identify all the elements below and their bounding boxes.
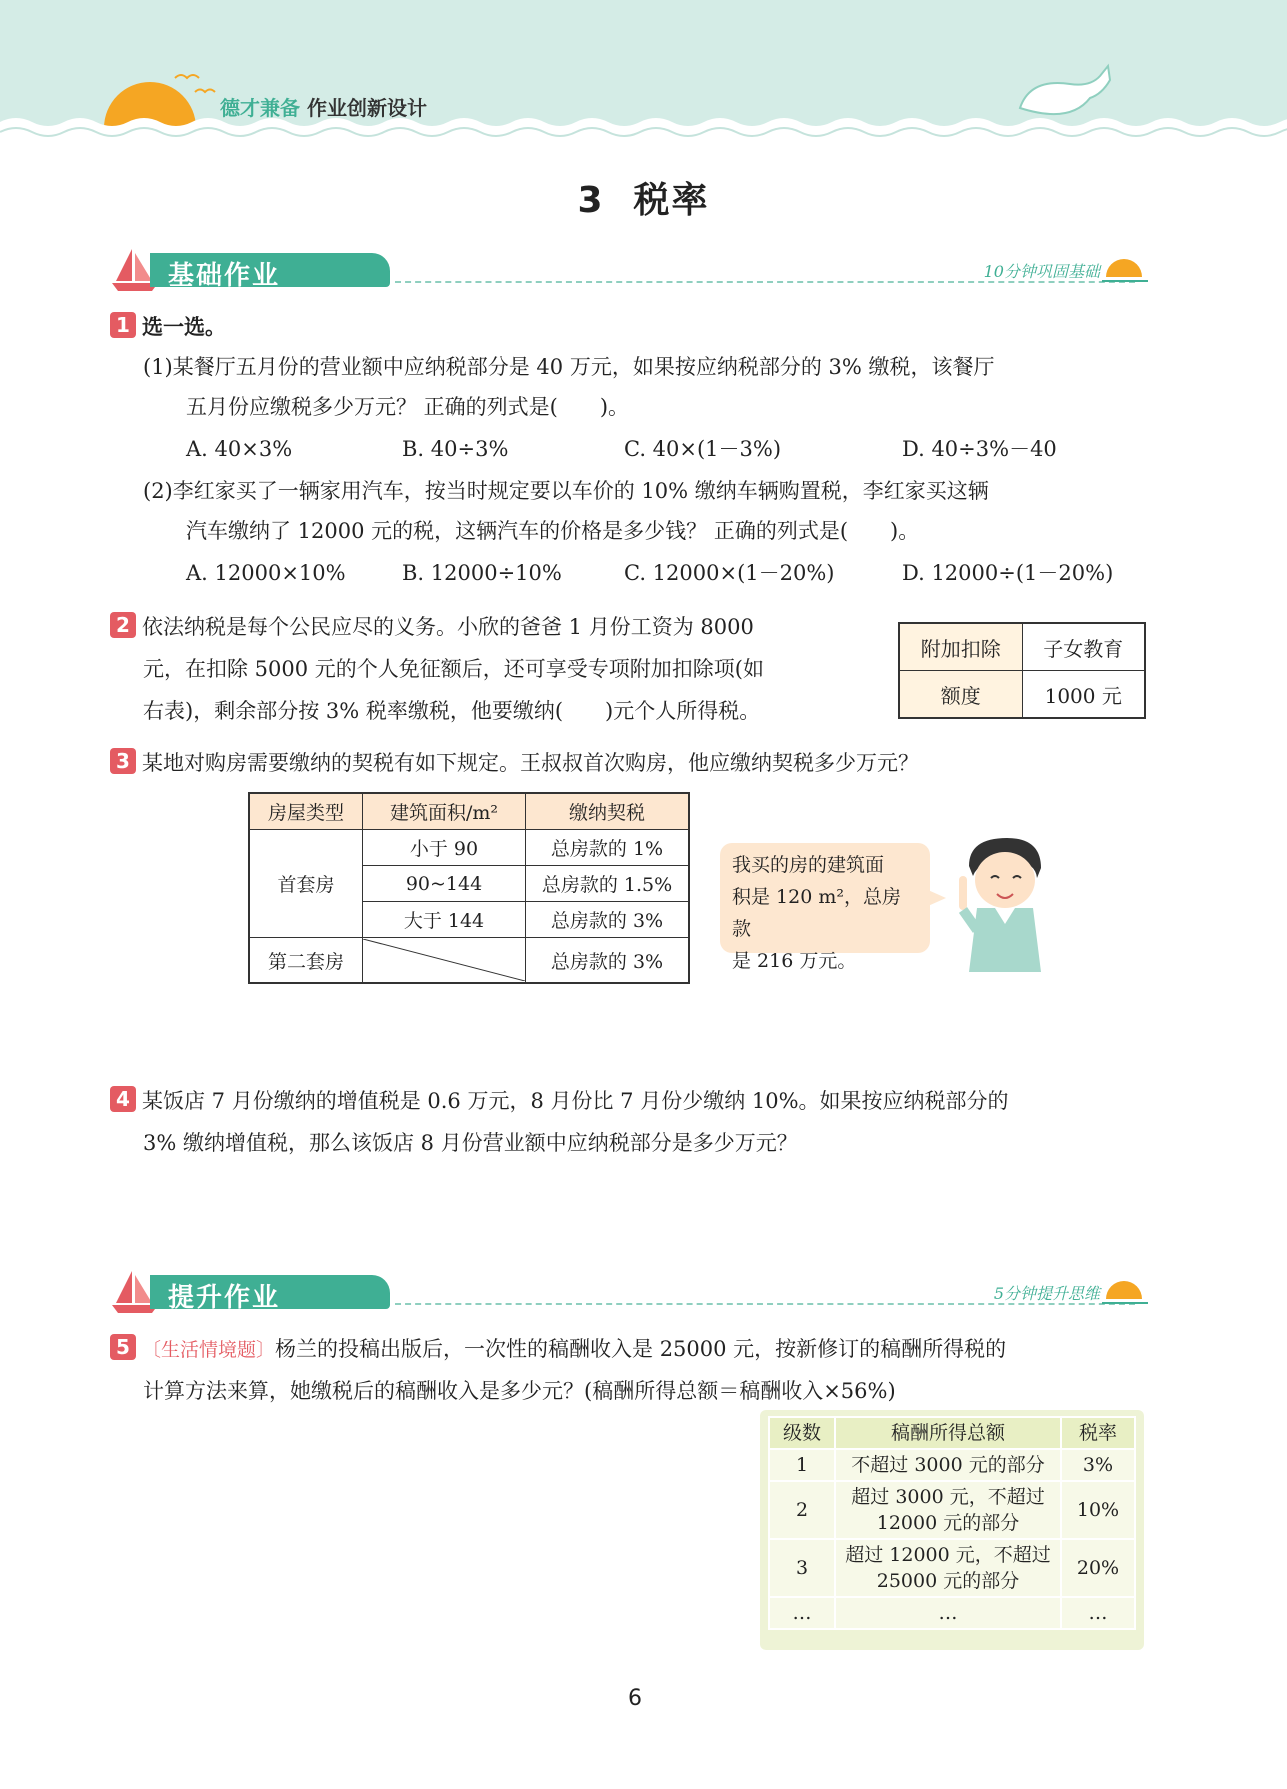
bubble-line: 我买的房的建筑面: [732, 854, 885, 876]
q1-option-d: D. 40÷3%－40: [902, 437, 1057, 461]
sun-icon: [1102, 251, 1150, 287]
table-cell: 20%: [1061, 1539, 1135, 1597]
q1-option-d: D. 12000÷(1－20%): [902, 561, 1114, 585]
table-cell: 总房款的 1%: [526, 830, 690, 866]
diagonal-cell: [363, 938, 526, 984]
table-cell: 3: [769, 1539, 835, 1597]
boy-illustration: [955, 836, 1055, 976]
table-cell: 2: [769, 1481, 835, 1539]
sun-icon: [1102, 1273, 1150, 1309]
table-cell: …: [769, 1597, 835, 1629]
question-number: 5: [110, 1334, 136, 1360]
question-text: 杨兰的投稿出版后，一次性的稿酬收入是 25000 元，按新修订的稿酬所得税的: [275, 1337, 1007, 1361]
table-header: 稿酬所得总额: [835, 1417, 1061, 1449]
deduction-table: [898, 622, 1146, 719]
question-number: 1: [110, 312, 136, 338]
section-hint: 5分钟提升思维: [993, 1284, 1100, 1303]
table-cell: 总房款的 1.5%: [526, 866, 690, 902]
page-number: 6: [628, 1686, 642, 1711]
question-5-line1: [110, 1334, 1006, 1365]
q1-part1-line1: (1)某餐厅五月份的营业额中应纳税部分是 40 万元，如果按应纳税部分的 3% 缴税，该餐厅: [143, 355, 995, 379]
question-2-line3: 右表)，剩余部分按 3% 税率缴税，他要缴纳( )元个人所得税。: [143, 699, 761, 723]
q1-option-c: C. 12000×(1－20%): [624, 561, 835, 585]
table-cell: 超过 3000 元，不超过 12000 元的部分: [835, 1481, 1061, 1539]
page-header-band: [0, 0, 1287, 140]
bubble-line: 积是 120 m²，总房款: [732, 886, 901, 940]
question-text: 某地对购房需要缴纳的契税有如下规定。王叔叔首次购房，他应缴纳契税多少万元？: [142, 751, 919, 775]
whale-icon: [1020, 66, 1110, 114]
question-1-stem: [110, 312, 226, 342]
table-cell: 1: [769, 1449, 835, 1481]
brand-green: 德才兼备: [220, 96, 300, 120]
q1-option-b: B. 40÷3%: [402, 437, 509, 461]
page-title: 3 税率: [577, 180, 710, 221]
table-cell: 3%: [1061, 1449, 1135, 1481]
question-tag: 〔生活情境题〕: [142, 1339, 276, 1361]
section-label: 提升作业: [168, 1283, 281, 1313]
question-number: 2: [110, 612, 136, 638]
bubble-tail: [928, 890, 948, 910]
q1-option-c: C. 40×(1－3%): [624, 437, 782, 461]
brand-dark: 作业创新设计: [306, 96, 427, 120]
question-text: 某饭店 7 月份缴纳的增值税是 0.6 万元，8 月份比 7 月份少缴纳 10%。如果按应纳税部分的: [142, 1089, 1009, 1113]
brand-label: [220, 92, 427, 121]
table-cell: 大于 144: [363, 902, 526, 938]
table-header: 级数: [769, 1417, 835, 1449]
q1-part2-line2: 汽车缴纳了 12000 元的税，这辆汽车的价格是多少钱？ 正确的列式是( )。: [186, 519, 920, 543]
table-cell: 小于 90: [363, 830, 526, 866]
table-header: 房屋类型: [249, 793, 363, 830]
header-decoration: [0, 0, 1287, 150]
table-cell: …: [1061, 1597, 1135, 1629]
bird-icon: [175, 75, 199, 78]
question-text: 选一选。: [142, 315, 226, 339]
table-cell: 总房款的 3%: [526, 902, 690, 938]
deed-tax-table: [248, 792, 690, 984]
question-3-stem: [110, 748, 919, 778]
page-number-badge: [600, 1666, 670, 1726]
q1-option-a: A. 40×3%: [186, 437, 293, 461]
table-cell: 10%: [1061, 1481, 1135, 1539]
table-cell: 首套房: [249, 830, 363, 938]
q1-option-a: A. 12000×10%: [186, 561, 346, 585]
table-cell: 90~144: [363, 866, 526, 902]
table-cell: 第二套房: [249, 938, 363, 984]
bubble-line: 是 216 万元。: [732, 950, 857, 972]
bird-icon: [195, 90, 215, 93]
table-header: 建筑面积/m²: [363, 793, 526, 830]
table-cell: 额度: [899, 671, 1022, 719]
question-4-line2: 3% 缴纳增值税，那么该饭店 8 月份营业额中应纳税部分是多少万元？: [143, 1131, 798, 1155]
question-4-line1: [110, 1086, 1009, 1116]
table-header: 税率: [1061, 1417, 1135, 1449]
question-number: 3: [110, 748, 136, 774]
section-hint: 10分钟巩固基础: [983, 262, 1100, 281]
speech-bubble: [720, 843, 930, 972]
table-cell: 不超过 3000 元的部分: [835, 1449, 1061, 1481]
table-cell: 子女教育: [1022, 623, 1145, 671]
question-text: 依法纳税是每个公民应尽的义务。小欣的爸爸 1 月份工资为 8000: [142, 615, 754, 639]
q1-part1-line2: 五月份应缴税多少万元？ 正确的列式是( )。: [186, 395, 630, 419]
table-cell: 附加扣除: [899, 623, 1022, 671]
table-cell: 总房款的 3%: [526, 938, 690, 984]
question-2-line2: 元，在扣除 5000 元的个人免征额后，还可享受专项附加扣除项(如: [143, 657, 764, 681]
section-banner-basic: [110, 245, 1150, 295]
question-2-line1: [110, 612, 754, 642]
table-cell: …: [835, 1597, 1061, 1629]
q1-option-b: B. 12000÷10%: [402, 561, 562, 585]
table-cell: 超过 12000 元，不超过 25000 元的部分: [835, 1539, 1061, 1597]
table-cell: 1000 元: [1022, 671, 1145, 719]
question-number: 4: [110, 1086, 136, 1112]
q1-part2-line1: (2)李红家买了一辆家用汽车，按当时规定要以车价的 10% 缴纳车辆购置税，李红家买这辆: [143, 479, 989, 503]
section-label: 基础作业: [168, 261, 281, 291]
table-header: 缴纳契税: [526, 793, 690, 830]
section-banner-advanced: [110, 1267, 1150, 1317]
tax-rate-table: [768, 1416, 1136, 1630]
question-5-line2: 计算方法来算，她缴税后的稿酬收入是多少元？(稿酬所得总额＝稿酬收入×56%): [143, 1379, 896, 1403]
